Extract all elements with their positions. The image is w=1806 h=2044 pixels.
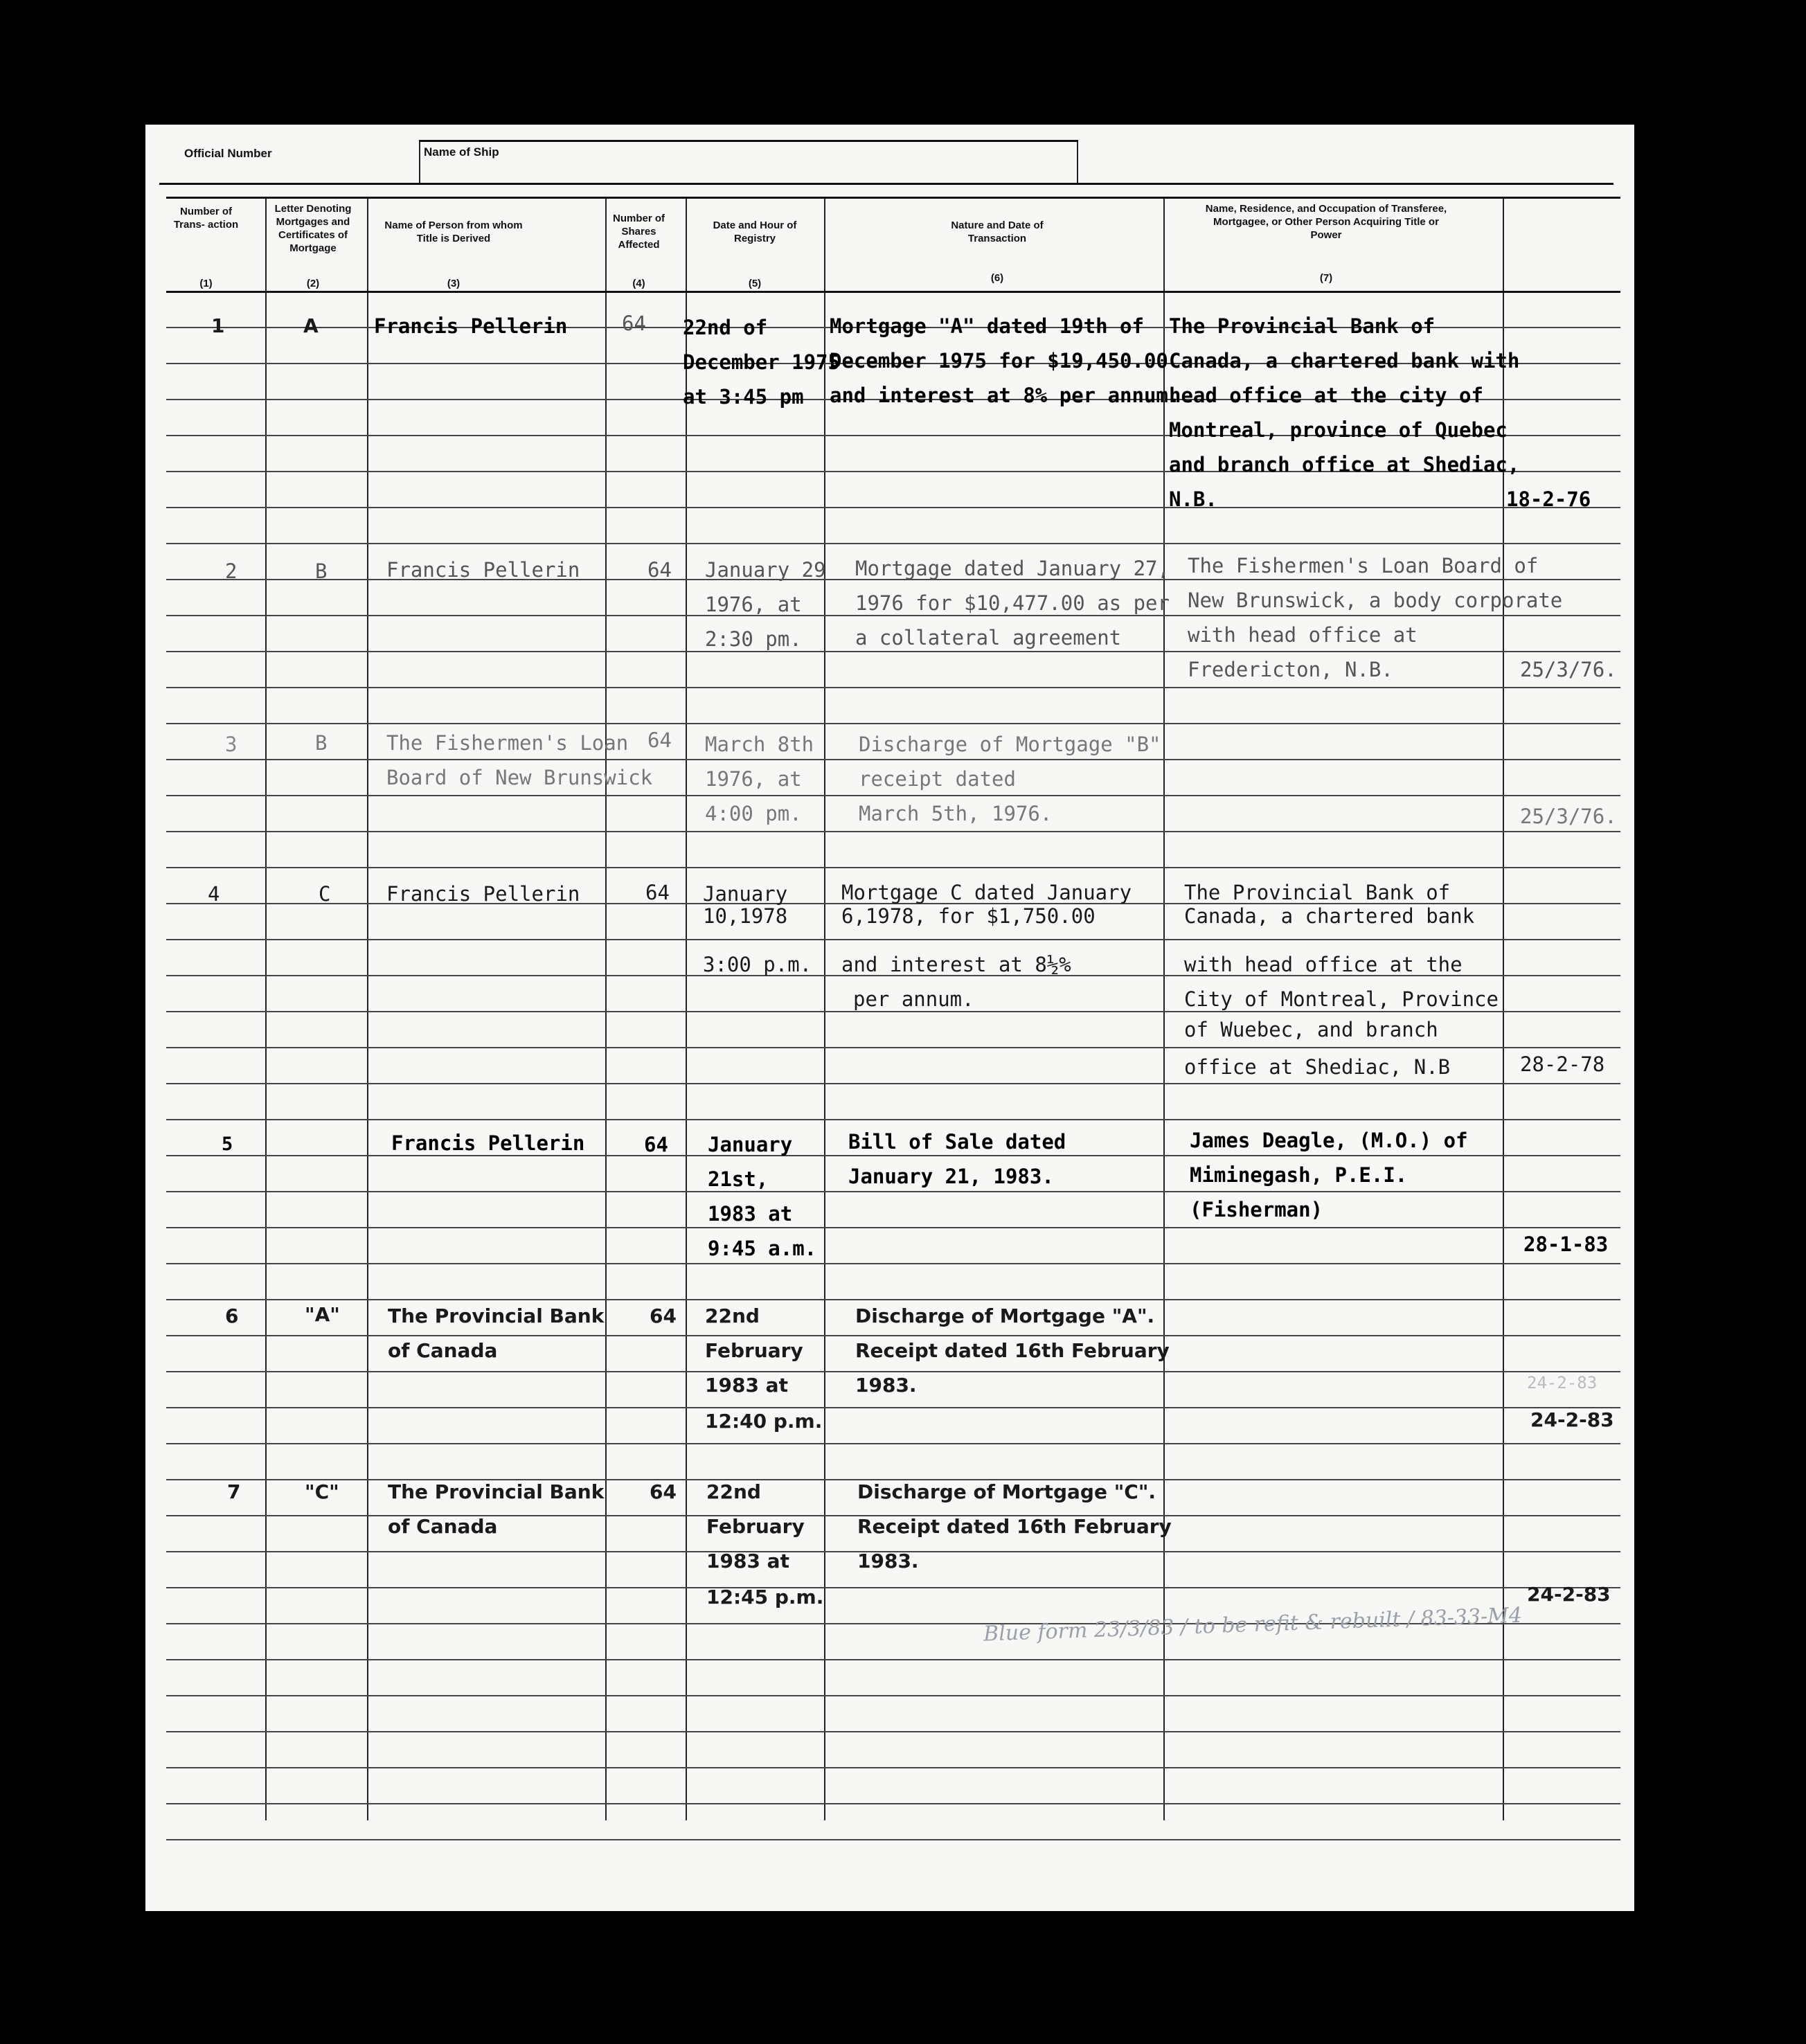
ruled-line: [166, 543, 1620, 544]
row1-from: Francis Pellerin: [374, 314, 568, 338]
row2-transferee-3: with head office at: [1188, 623, 1418, 647]
row7-letter: "C": [305, 1480, 339, 1503]
row6-letter: "A": [305, 1303, 340, 1326]
col-header-nature: Nature and Date of Transaction: [951, 219, 1044, 244]
row6-registry-2: February: [705, 1339, 803, 1362]
row6-nature-3: 1983.: [855, 1374, 917, 1397]
ruled-line: [166, 1119, 1620, 1120]
row1-transferee-6: N.B.: [1169, 487, 1217, 511]
col-header-from: Name of Person from whom Title is Derived: [384, 219, 523, 244]
ruled-line: [166, 1083, 1620, 1084]
ruled-line: [166, 1407, 1620, 1408]
row6-registry-3: 1983 at: [705, 1374, 788, 1397]
ruled-line: [166, 1155, 1620, 1156]
col-num-2: (2): [306, 278, 320, 289]
row4-letter: C: [319, 882, 331, 906]
ruled-line: [166, 1011, 1620, 1012]
row5-mark: 28-1-83: [1523, 1232, 1609, 1256]
ruled-line: [166, 1839, 1620, 1840]
row5-registry-3: 1983 at: [708, 1202, 793, 1226]
row5-registry-2: 21st,: [708, 1167, 769, 1191]
column-rule: [686, 197, 687, 1820]
row3-letter: B: [315, 731, 328, 755]
row1-nature-1: Mortgage "A" dated 19th of: [830, 314, 1144, 338]
row2-transferee-4: Fredericton, N.B.: [1188, 658, 1393, 681]
row3-from-1: The Fishermen's Loan: [386, 731, 629, 755]
column-rule: [824, 197, 825, 1820]
row1-transferee-3: head office at the city of: [1169, 384, 1483, 407]
row6-nature-2: Receipt dated 16th February: [855, 1339, 1170, 1362]
ruled-line: [166, 291, 1620, 293]
ruled-line: [166, 939, 1620, 940]
ruled-line: [166, 867, 1620, 868]
column-rule: [367, 197, 368, 1820]
row3-registry-3: 4:00 pm.: [705, 802, 802, 825]
row2-registry-3: 2:30 pm.: [705, 627, 802, 651]
ruled-line: [166, 615, 1620, 616]
row5-number: 5: [222, 1133, 233, 1155]
col-num-5: (5): [748, 278, 762, 289]
row7-nature-2: Receipt dated 16th February: [857, 1515, 1172, 1538]
row7-number: 7: [227, 1480, 241, 1503]
row4-transferee-5: of Wuebec, and branch: [1184, 1018, 1438, 1041]
col-header-letter: Letter Denoting Mortgages and Certificates of Mortgage: [274, 203, 352, 254]
row6-number: 6: [225, 1305, 239, 1327]
row7-from-1: The Provincial Bank: [388, 1480, 605, 1503]
ruled-line: [166, 1731, 1620, 1732]
row1-registry-1: 22nd of: [683, 316, 768, 339]
row5-transferee-3: (Fisherman): [1190, 1198, 1323, 1221]
col-num-7: (7): [1319, 272, 1333, 284]
header-top-rule: [419, 140, 1078, 142]
row4-nature-1: Mortgage C dated January: [841, 881, 1132, 904]
ruled-line: [166, 1191, 1620, 1192]
ruled-line: [166, 651, 1620, 652]
ruled-line: [166, 1695, 1620, 1696]
row4-transferee-1: The Provincial Bank of: [1184, 881, 1451, 904]
row5-nature-1: Bill of Sale dated: [848, 1130, 1066, 1154]
row1-transferee-1: The Provincial Bank of: [1169, 314, 1436, 338]
header-bottom-rule: [159, 183, 1613, 185]
row4-transferee-6: office at Shediac, N.B: [1184, 1055, 1451, 1079]
ruled-line: [166, 1335, 1620, 1336]
ruled-line: [166, 1047, 1620, 1048]
ruled-line: [166, 831, 1620, 832]
row4-number: 4: [208, 882, 220, 906]
column-rule: [1163, 197, 1165, 1820]
row4-registry-3: 3:00 p.m.: [703, 953, 812, 976]
row7-registry-2: February: [706, 1515, 805, 1538]
row4-transferee-4: City of Montreal, Province: [1184, 987, 1499, 1011]
row1-transferee-2: Canada, a chartered bank with: [1169, 349, 1520, 373]
header-divider: [419, 140, 420, 183]
row7-nature-1: Discharge of Mortgage "C".: [857, 1480, 1156, 1503]
row1-number: 1: [211, 314, 225, 337]
ruled-line: [166, 1587, 1620, 1588]
ruled-line: [166, 1803, 1620, 1804]
row5-transferee-1: James Deagle, (M.O.) of: [1190, 1129, 1468, 1152]
row4-registry-1: January: [703, 882, 788, 906]
row2-letter: B: [315, 559, 328, 583]
row3-nature-1: Discharge of Mortgage "B": [859, 733, 1161, 756]
ruled-line: [166, 1767, 1620, 1768]
row4-nature-4: per annum.: [853, 987, 974, 1011]
row7-nature-3: 1983.: [857, 1550, 919, 1572]
row6-registry-1: 22nd: [705, 1305, 760, 1327]
row5-from: Francis Pellerin: [391, 1131, 585, 1155]
ruled-line: [166, 723, 1620, 724]
registry-page: [145, 125, 1634, 1911]
row5-nature-2: January 21, 1983.: [848, 1165, 1054, 1188]
row3-registry-1: March 8th: [705, 733, 814, 756]
row2-transferee-2: New Brunswick, a body corporate: [1188, 589, 1563, 612]
row4-registry-2: 10,1978: [703, 904, 788, 928]
col-header-transferee: Name, Residence, and Occupation of Transferee, Mortgagee, or Other Person Acquiring Title or Power: [1205, 203, 1447, 241]
col-header-shares: Number of Shares Affected: [613, 213, 665, 251]
row4-mark: 28-2-78: [1520, 1052, 1605, 1076]
row6-from-1: The Provincial Bank: [388, 1305, 605, 1327]
row5-transferee-2: Miminegash, P.E.I.: [1190, 1163, 1408, 1187]
row6-from-2: of Canada: [388, 1339, 498, 1362]
row1-nature-2: December 1975 for $19,450.00: [830, 349, 1168, 373]
row5-registry-1: January: [708, 1133, 793, 1156]
col-num-6: (6): [990, 272, 1004, 284]
row2-transferee-1: The Fishermen's Loan Board of: [1188, 554, 1539, 577]
col-num-1: (1): [199, 278, 213, 289]
row1-transferee-5: and branch office at Shediac,: [1169, 453, 1520, 476]
row6-mark: 24-2-83: [1530, 1408, 1614, 1431]
row6-nature-1: Discharge of Mortgage "A".: [855, 1305, 1155, 1327]
row7-mark: 24-2-83: [1527, 1583, 1611, 1606]
row7-from-2: of Canada: [388, 1515, 498, 1538]
row1-registry-2: December 1975: [683, 350, 840, 374]
ruled-line: [166, 687, 1620, 688]
header-divider: [1077, 140, 1078, 183]
row4-nature-2: 6,1978, for $1,750.00: [841, 904, 1096, 928]
row2-shares: 64: [647, 558, 672, 582]
row2-nature-2: 1976 for $10,477.00 as per: [855, 591, 1170, 615]
row3-number: 3: [225, 733, 238, 756]
row1-mark: 18-2-76: [1506, 487, 1591, 511]
ruled-line: [166, 1263, 1620, 1264]
row3-shares: 64: [647, 728, 672, 752]
row6-registry-4: 12:40 p.m.: [705, 1410, 823, 1433]
row3-mark: 25/3/76.: [1520, 805, 1617, 828]
row4-transferee-2: Canada, a chartered bank: [1184, 904, 1475, 928]
ruled-line: [166, 1299, 1620, 1300]
row2-from: Francis Pellerin: [386, 558, 580, 582]
row4-transferee-3: with head office at the: [1184, 953, 1463, 976]
row4-shares: 64: [645, 881, 670, 904]
row1-nature-3: and interest at 8% per annum.: [830, 384, 1181, 407]
column-rule: [265, 197, 267, 1820]
ruled-line: [166, 1443, 1620, 1444]
row1-shares: 64: [622, 312, 646, 335]
row3-from-2: Board of New Brunswick: [386, 766, 653, 789]
ruled-line: [166, 507, 1620, 508]
row6-shares: 64: [650, 1305, 677, 1327]
col-num-4: (4): [632, 278, 645, 289]
row1-letter: A: [303, 314, 319, 337]
ruled-line: [166, 197, 1620, 199]
row3-nature-3: March 5th, 1976.: [859, 802, 1053, 825]
row2-mark: 25/3/76.: [1520, 658, 1617, 681]
ruled-line: [166, 1371, 1620, 1372]
row5-registry-4: 9:45 a.m.: [708, 1237, 817, 1260]
row2-nature-3: a collateral agreement: [855, 626, 1122, 649]
col-header-number: Number of Trans- action: [173, 206, 239, 231]
row3-nature-2: receipt dated: [859, 767, 1016, 791]
row2-number: 2: [225, 559, 238, 583]
row4-from: Francis Pellerin: [386, 882, 580, 906]
col-num-3: (3): [447, 278, 461, 289]
row2-registry-2: 1976, at: [705, 593, 802, 616]
ruled-line: [166, 759, 1620, 760]
column-rule: [605, 197, 607, 1820]
official-number-label: Official Number: [184, 147, 272, 160]
row3-registry-2: 1976, at: [705, 767, 802, 791]
row7-registry-4: 12:45 p.m.: [706, 1586, 824, 1608]
row1-transferee-4: Montreal, province of Quebec: [1169, 418, 1508, 442]
ruled-line: [166, 1659, 1620, 1660]
handwritten-note: Blue form 23/3/83 / to be refit & rebuilt / 83-33-M4: [983, 1603, 1523, 1647]
row6-mark-faint: 24-2-83: [1527, 1373, 1598, 1392]
row7-shares: 64: [650, 1480, 677, 1503]
ruled-line: [166, 1227, 1620, 1228]
col-header-registry: Date and Hour of Registry: [713, 219, 797, 244]
row1-registry-3: at 3:45 pm: [683, 385, 804, 409]
row2-registry-1: January 29: [705, 558, 826, 582]
row4-nature-3: and interest at 8½%: [841, 953, 1071, 976]
row7-registry-3: 1983 at: [706, 1550, 789, 1572]
row7-registry-1: 22nd: [706, 1480, 761, 1503]
ruled-line: [166, 795, 1620, 796]
row5-shares: 64: [644, 1133, 668, 1156]
row2-nature-1: Mortgage dated January 27,: [855, 557, 1170, 580]
ship-name-label: Name of Ship: [424, 145, 499, 159]
